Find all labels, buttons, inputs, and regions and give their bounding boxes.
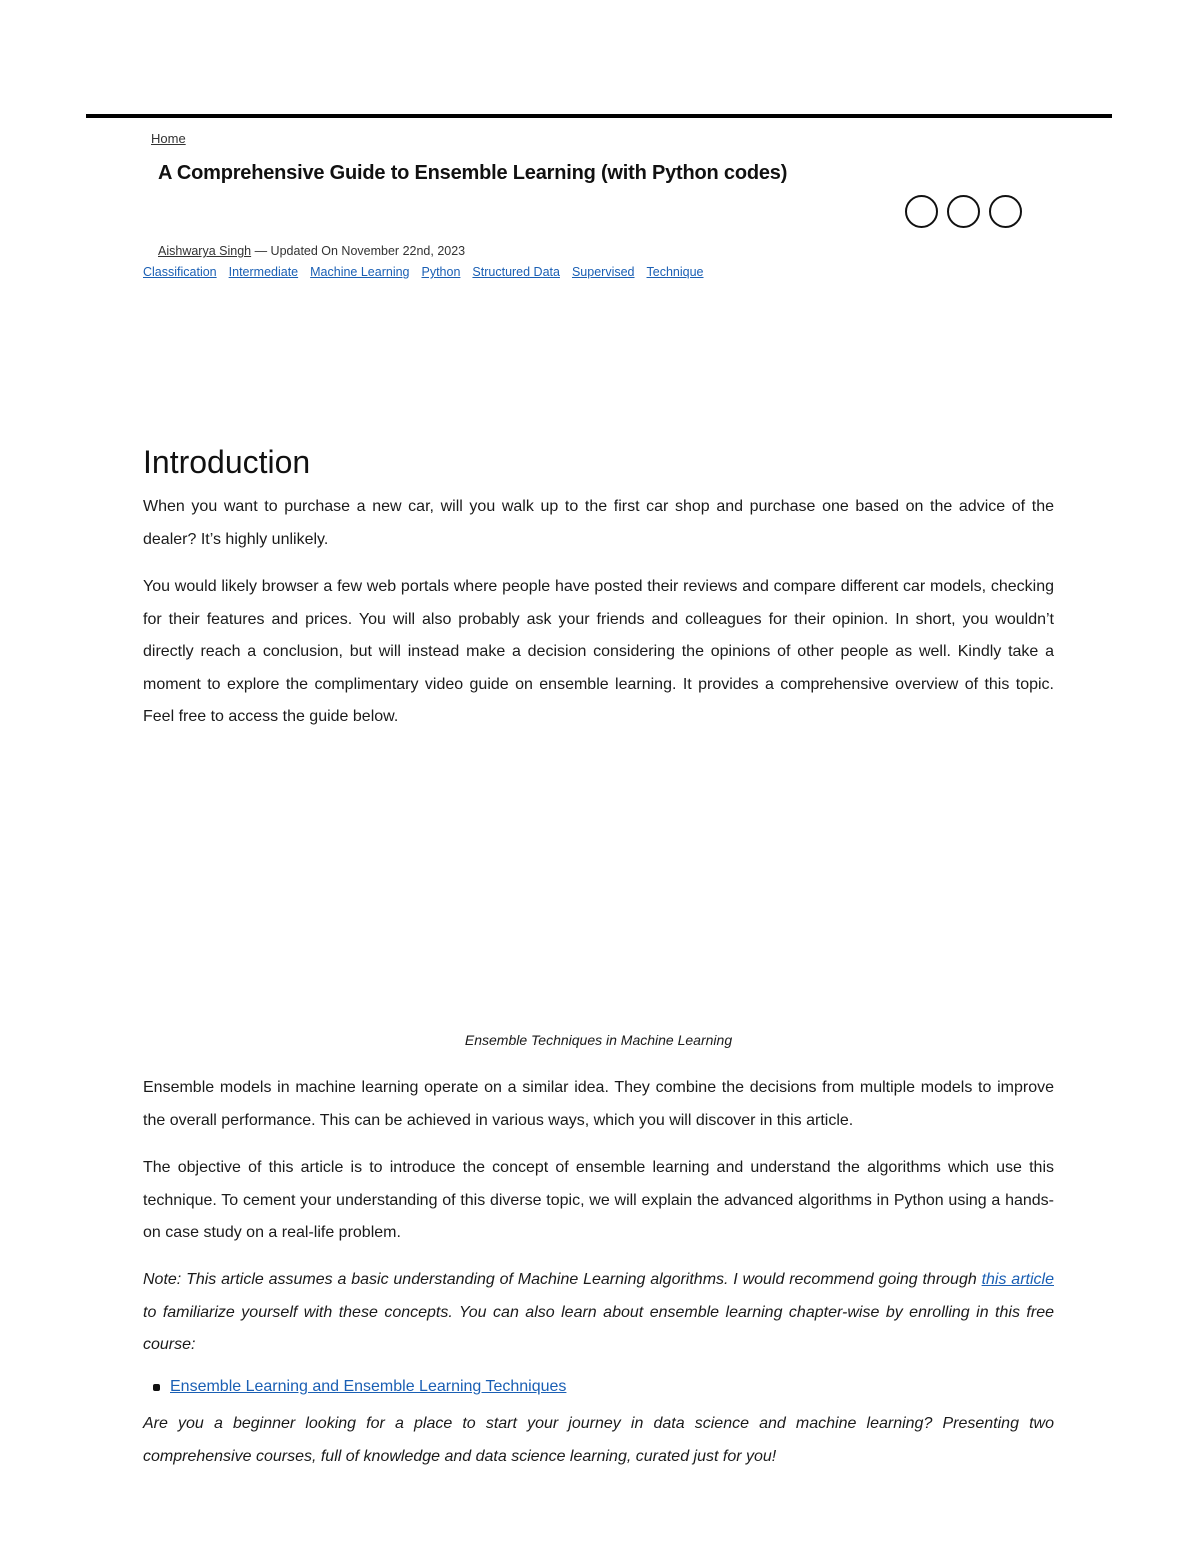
- closing-paragraph: Are you a beginner looking for a place to start your journey in data science and machine learning? Presenting two comprehensive courses, full of knowledge and data science learning, curated just for you!: [143, 1415, 1054, 1465]
- tag-list: [143, 265, 704, 279]
- note-text-after: to familiarize yourself with these concepts. You can also learn about ensemble learning chapter-wise by enrolling in this free course:: [143, 1303, 1054, 1353]
- author-link[interactable]: Aishwarya Singh: [158, 244, 252, 258]
- article-meta: [158, 244, 465, 258]
- tag-python[interactable]: Python: [421, 265, 461, 279]
- paragraph-4: The objective of this article is to introduce the concept of ensemble learning and understand the algorithms which use this technique. To cement your understanding of this diverse topic, we will explain the advanced algorithms in Python using a hands-on case study on a real-life problem.: [143, 1159, 1054, 1241]
- bullet-icon: [153, 1384, 160, 1391]
- tag-classification[interactable]: Classification: [143, 265, 217, 279]
- note-paragraph: [143, 1264, 1054, 1362]
- share-buttons: [905, 195, 1022, 228]
- note-article-link[interactable]: this article: [981, 1271, 1054, 1288]
- header-divider: [86, 114, 1112, 118]
- share-button-3[interactable]: [989, 195, 1022, 228]
- page-title: A Comprehensive Guide to Ensemble Learning (with Python codes): [158, 162, 788, 184]
- tag-intermediate[interactable]: Intermediate: [228, 265, 299, 279]
- share-button-2[interactable]: [947, 195, 980, 228]
- paragraph-3: Ensemble models in machine learning operate on a similar idea. They combine the decisions from multiple models to improve the overall performance. This can be achieved in various ways, which you will discover in this article.: [143, 1079, 1054, 1129]
- video-caption: Ensemble Techniques in Machine Learning: [464, 1032, 733, 1048]
- share-button-1[interactable]: [905, 195, 938, 228]
- tag-supervised[interactable]: Supervised: [571, 265, 635, 279]
- breadcrumb-home-link[interactable]: Home: [151, 131, 186, 146]
- course-link[interactable]: Ensemble Learning and Ensemble Learning Techniques: [170, 1378, 567, 1395]
- tag-technique[interactable]: Technique: [646, 265, 704, 279]
- breadcrumb: [151, 131, 186, 146]
- course-list: [143, 1378, 566, 1396]
- tag-machine-learning[interactable]: Machine Learning: [310, 265, 410, 279]
- note-text-before: Note: This article assumes a basic understanding of Machine Learning algorithms. I would recommend going through: [143, 1271, 982, 1288]
- list-item: [143, 1378, 566, 1396]
- tag-structured-data[interactable]: Structured Data: [472, 265, 560, 279]
- section-heading-introduction: Introduction: [143, 444, 311, 480]
- paragraph-1: When you want to purchase a new car, will you walk up to the first car shop and purchase one based on the advice of the dealer? It’s highly unlikely.: [143, 498, 1054, 548]
- updated-date: — Updated On November 22nd, 2023: [251, 244, 466, 258]
- paragraph-2: You would likely browser a few web portals where people have posted their reviews and compare different car models, checking for their features and prices. You will also probably ask your friends and colleagues for their opinion. In short, you wouldn’t directly reach a conclusion, but will instead make a decision considering the opinions of other people as well. Kindly take a moment to explore the complimentary video guide on ensemble learning. It provides a comprehensive overview of this topic. Feel free to access the guide below.: [143, 578, 1054, 725]
